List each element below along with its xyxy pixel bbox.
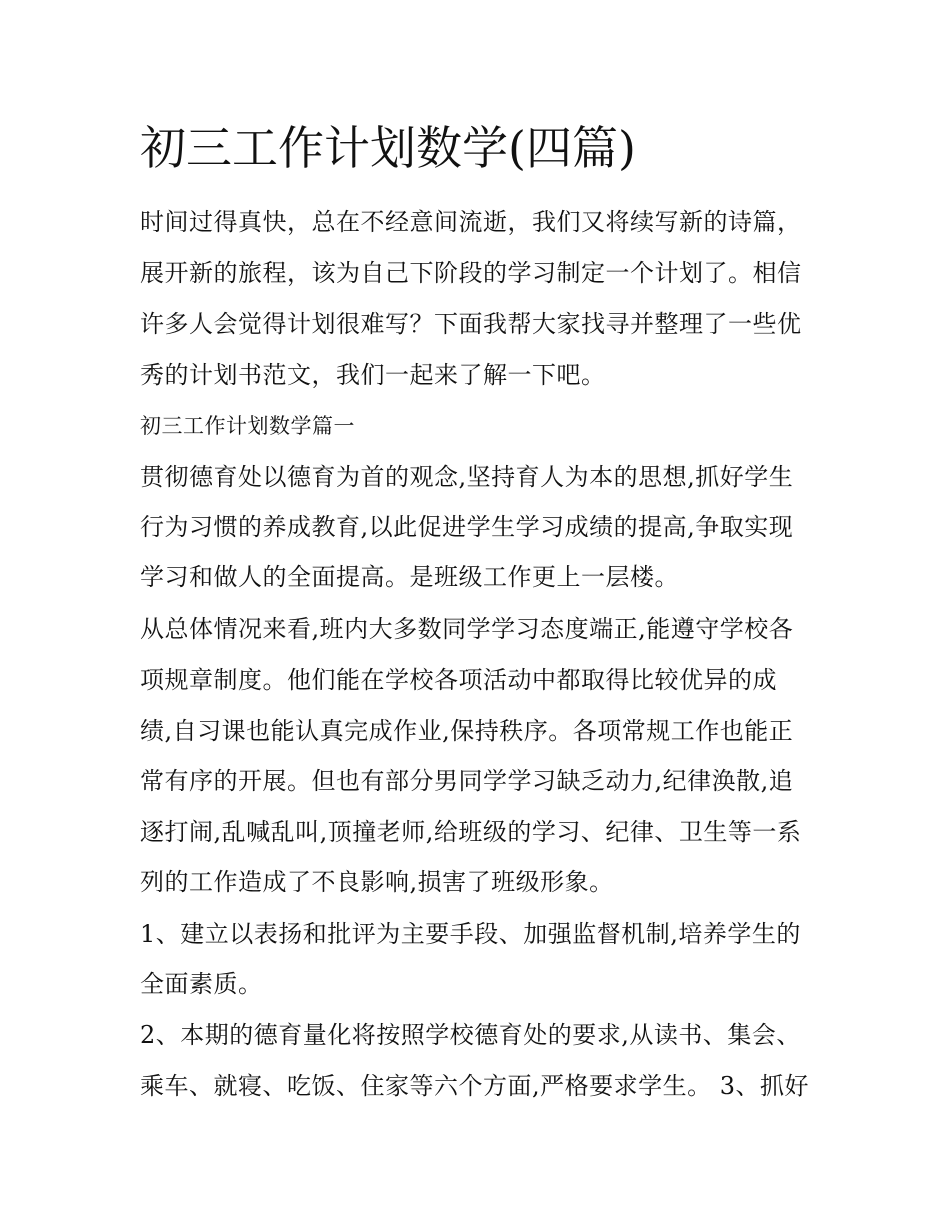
section-heading: 初三工作计划数学篇一 xyxy=(140,414,355,438)
paragraph-line: 常有序的开展。但也有部分男同学学习缺乏动力,纪律涣散,追 xyxy=(140,767,794,795)
document-title: 初三工作计划数学(四篇) xyxy=(140,121,636,175)
list-item-line: 全面素质。 xyxy=(140,970,263,998)
paragraph-line: 从总体情况来看,班内大多数同学学习态度端正,能遵守学校各 xyxy=(140,615,794,643)
paragraph-line: 逐打闹,乱喊乱叫,顶撞老师,给班级的学习、纪律、卫生等一系 xyxy=(140,818,802,846)
paragraph-line: 绩,自习课也能认真完成作业,保持秩序。各项常规工作也能正 xyxy=(140,717,794,745)
paragraph-line: 学习和做人的全面提高。是班级工作更上一层楼。 xyxy=(140,563,679,591)
paragraph-line: 行为习惯的养成教育,以此促进学生学习成绩的提高,争取实现 xyxy=(140,513,794,541)
paragraph-line: 贯彻德育处以德育为首的观念,坚持育人为本的思想,抓好学生 xyxy=(140,463,794,491)
paragraph-line: 时间过得真快，总在不经意间流逝，我们又将续写新的诗篇， xyxy=(140,208,802,236)
list-item-line: 乘车、就寝、吃饭、住家等六个方面,严格要求学生。 3、抓好 xyxy=(140,1072,810,1100)
list-item-line: 1、建立以表扬和批评为主要手段、加强监督机制,培养学生的 xyxy=(140,920,801,948)
paragraph-line: 项规章制度。他们能在学校各项活动中都取得比较优异的成 xyxy=(140,666,777,694)
list-item-line: 2、本期的德育量化将按照学校德育处的要求,从读书、集会、 xyxy=(140,1021,801,1049)
paragraph-line: 许多人会觉得计划很难写？下面我帮大家找寻并整理了一些优 xyxy=(140,310,802,338)
paragraph-line: 展开新的旅程，该为自己下阶段的学习制定一个计划了。相信 xyxy=(140,259,802,287)
paragraph-line: 秀的计划书范文，我们一起来了解一下吧。 xyxy=(140,361,606,389)
paragraph-line: 列的工作造成了不良影响,损害了班级形象。 xyxy=(140,868,614,896)
